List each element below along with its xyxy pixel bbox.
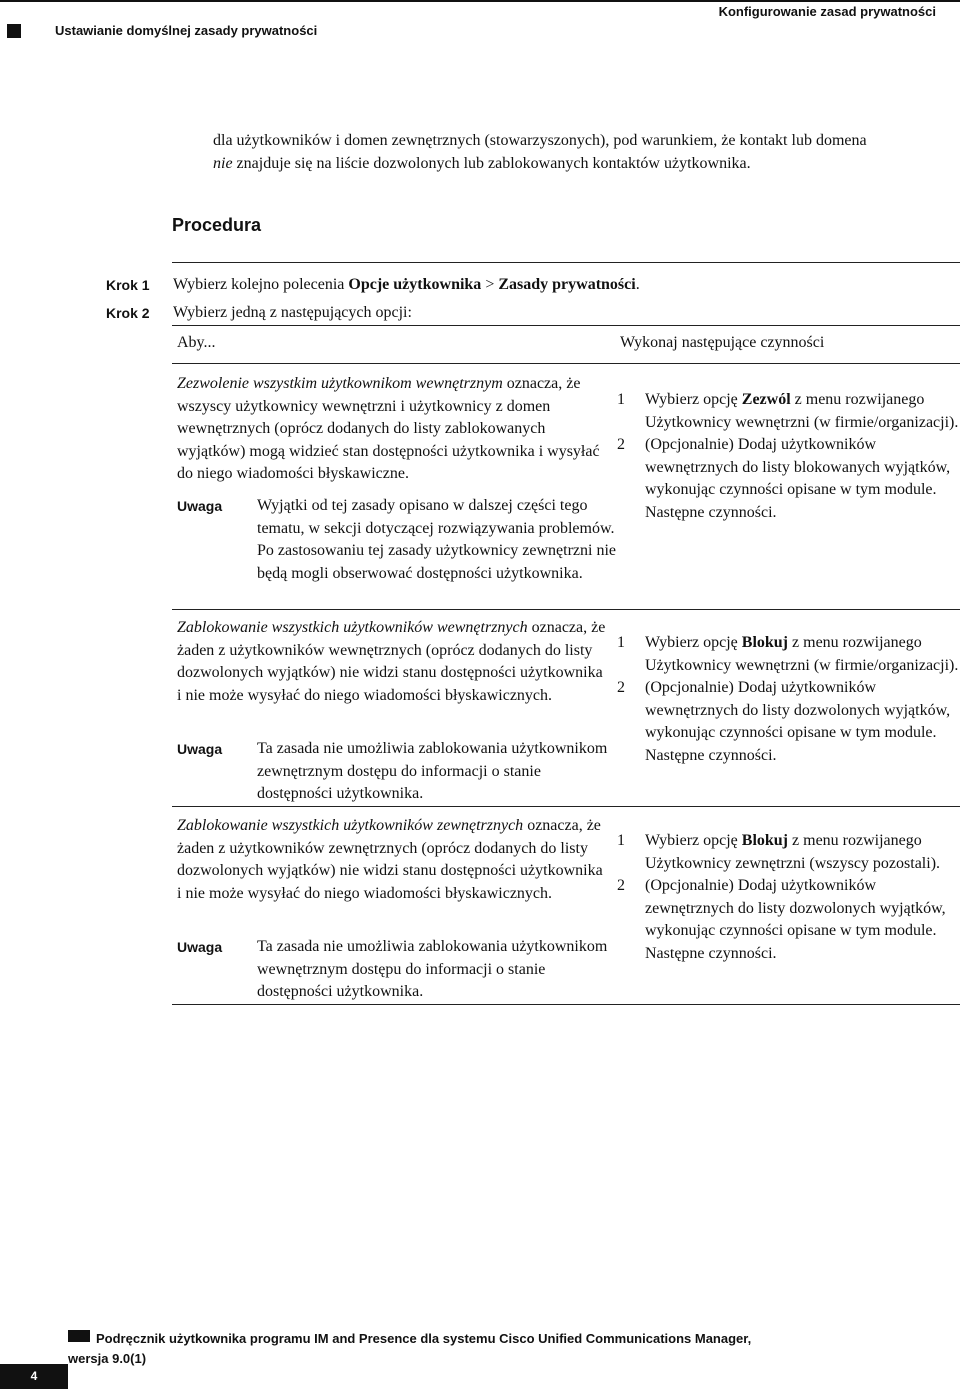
row-2-desc: oznacza, że żaden z użytkowników wewnętrznych (oprócz dodanych do listy dozwolonych wyjątków) nie widzi stanu dostępności użytkownika i nie może wysyłać do niego wiadomości błyskawicznych. <box>177 619 606 704</box>
table-row-2-rule <box>172 806 960 807</box>
row-3-lead: Zablokowanie wszystkich użytkowników zewnętrznych <box>177 817 524 834</box>
action-text: Wybierz opcję <box>645 391 742 408</box>
action-number: 1 <box>617 634 625 651</box>
step-1-sep: > <box>481 276 499 293</box>
row-1-lead: Zezwolenie wszystkim użytkownikom wewnętrznym <box>177 375 503 392</box>
action-text: Wybierz opcję <box>645 832 742 849</box>
intro-line-1: dla użytkowników i domen zewnętrznych (stowarzyszonych), pod warunkiem, że kontakt lub domena <box>213 132 867 149</box>
row-1-action-2 <box>617 434 960 524</box>
intro-paragraph <box>213 130 958 175</box>
step-1-submenu: Zasady prywatności <box>498 276 636 293</box>
table-row-1-left <box>177 373 607 486</box>
step-1-text <box>173 276 640 294</box>
footer-book-title <box>68 1329 768 1369</box>
header-rule <box>0 0 960 2</box>
row-2-note-label: Uwaga <box>177 741 223 757</box>
step-2-text: Wybierz jedną z następujących opcji: <box>173 304 412 321</box>
row-2-lead: Zablokowanie wszystkich użytkowników wewnętrznych <box>177 619 528 636</box>
action-text-end: z menu rozwijanego Użytkownicy wewnętrzni (w firmie/organizacji). <box>645 634 959 674</box>
table-header-col1: Aby... <box>177 334 216 351</box>
action-text: Wybierz opcję <box>645 634 742 651</box>
procedure-title: Procedura <box>172 215 262 235</box>
row-1-action-1 <box>617 389 960 434</box>
action-text-end: z menu rozwijanego Użytkownicy zewnętrzni (wszyscy pozostali). <box>645 832 941 872</box>
table-row-3-right <box>617 830 960 965</box>
row-3-action-2 <box>617 875 960 965</box>
procedure-rule <box>172 262 960 263</box>
intro-line-2: znajduje się na liście dozwolonych lub zablokowanych kontaktów użytkownika. <box>232 154 751 172</box>
row-1-note-label: Uwaga <box>177 498 223 514</box>
row-1-desc: oznacza, że wszyscy użytkownicy wewnętrzni i użytkownicy z domen wewnętrznych (oprócz dodanych do listy zablokowanych wyjątków) mogą widzieć stan dostępności użytkownika i wysyłać do niego wiadomości błyskawiczne. <box>177 375 600 482</box>
action-option: Blokuj <box>741 832 789 849</box>
table-header-col2: Wykonaj następujące czynności <box>620 334 825 351</box>
row-3-action-1 <box>617 830 960 875</box>
action-number: 2 <box>617 877 625 894</box>
table-row-2-right <box>617 632 960 767</box>
row-2-note-text: Ta zasada nie umożliwia zablokowania użytkownikom zewnętrznym dostępu do informacji o stanie dostępności użytkownika. <box>257 740 608 802</box>
row-3-desc: oznacza, że żaden z użytkowników zewnętrznych (oprócz dodanych do listy dozwolonych wyjątków) nie widzi stanu dostępności użytkownika i nie może wysyłać do niego wiadomości błyskawicznych. <box>177 817 603 902</box>
step-1-label: Krok 1 <box>106 277 150 293</box>
action-number: 1 <box>617 391 625 408</box>
table-row-3-left <box>177 815 607 905</box>
step-2-label: Krok 2 <box>106 305 150 321</box>
action-text: (Opcjonalnie) Dodaj użytkowników wewnętrznych do listy blokowanych wyjątków, wykonując czynności opisane w tym module. Następne czynności. <box>645 436 951 521</box>
step-1-text-a: Wybierz kolejno polecenia <box>173 276 349 293</box>
page-number: 4 <box>30 1369 38 1383</box>
action-number: 1 <box>617 832 625 849</box>
step-1-end: . <box>635 276 640 293</box>
action-option: Blokuj <box>741 634 789 651</box>
header-section-title: Ustawianie domyślnej zasady prywatności <box>55 23 318 38</box>
intro-emphasis: nie <box>213 154 233 172</box>
table-row-2-left <box>177 617 607 707</box>
action-number: 2 <box>617 436 625 453</box>
table-row-1-right <box>617 389 960 524</box>
action-option: Zezwól <box>741 391 791 408</box>
action-text-end: z menu rozwijanego Użytkownicy wewnętrzni (w firmie/organizacji). <box>645 391 959 431</box>
table-header-rule <box>172 363 960 364</box>
row-3-note-text: Ta zasada nie umożliwia zablokowania użytkownikom wewnętrznym dostępu do informacji o stanie dostępności użytkownika. <box>257 938 608 1000</box>
header-chapter-title: Konfigurowanie zasad prywatności <box>718 4 936 19</box>
table-row-1-rule <box>172 609 960 610</box>
row-2-action-2 <box>617 677 960 767</box>
table-bottom-rule <box>172 1004 960 1005</box>
step-1-menu: Opcje użytkownika <box>348 276 482 293</box>
row-1-note-text: Wyjątki od tej zasady opisano w dalszej części tego tematu, w sekcji dotyczącej rozwiązywania problemów. Po zastosowaniu tej zasady użytkownicy zewnętrzni nie będą mogli obserwować dostępności użytkownika. <box>257 497 616 582</box>
action-number: 2 <box>617 679 625 696</box>
action-text: (Opcjonalnie) Dodaj użytkowników zewnętrznych do listy dozwolonych wyjątków, wykonując czynności opisane w tym module. Następne czynności. <box>645 877 946 962</box>
table-top-rule <box>172 325 960 326</box>
header-marker <box>7 24 21 38</box>
action-text: (Opcjonalnie) Dodaj użytkowników wewnętrznych do listy dozwolonych wyjątków, wykonując czynności opisane w tym module. Następne czynności. <box>645 679 951 764</box>
row-2-action-1 <box>617 632 960 677</box>
footer-book-title-text: Podręcznik użytkownika programu IM and Presence dla systemu Cisco Unified Communications Manager, wersja 9.0(1) <box>68 1331 752 1366</box>
row-3-note-label: Uwaga <box>177 939 223 955</box>
